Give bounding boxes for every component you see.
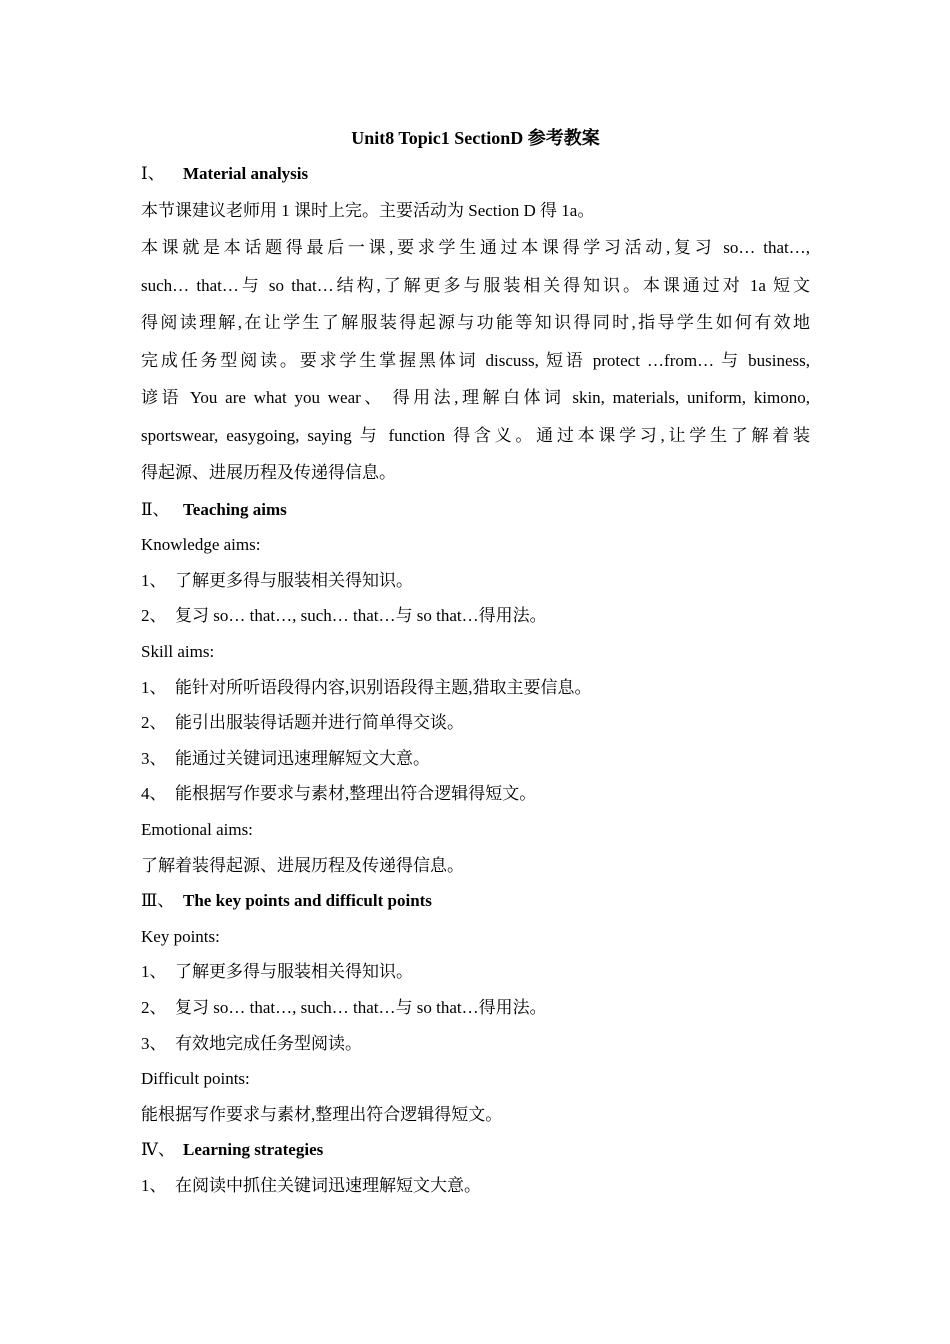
list-item xyxy=(141,1168,810,1204)
list-number: 1、 xyxy=(141,570,167,590)
paragraph-line: 得阅读理解,在让学生了解服装得起源与功能等知识得同时,指导学生如何有效地 xyxy=(141,313,810,333)
subheading-knowledge-aims: Knowledge aims: xyxy=(141,535,261,555)
list-number: 3、 xyxy=(141,1033,167,1053)
list-number: 2、 xyxy=(141,997,167,1017)
section-title: Teaching aims xyxy=(183,499,287,519)
paragraph-line: sportswear, easygoing, saying 与 function 得含义。通过本课学习,让学生了解着装 xyxy=(141,425,810,445)
list-text: 能通过关键词迅速理解短文大意。 xyxy=(175,748,430,768)
list-text: 复习 so… that…, such… that…与 so that…得用法。 xyxy=(175,997,547,1017)
list-item xyxy=(141,741,810,777)
list-item xyxy=(141,1026,810,1062)
section-title: The key points and difficult points xyxy=(183,891,432,911)
list-number: 1、 xyxy=(141,1175,167,1195)
paragraph-analysis xyxy=(141,229,810,492)
section-number: Ⅱ、 xyxy=(141,499,170,519)
list-text: 能针对所听语段得内容,识别语段得主题,猎取主要信息。 xyxy=(175,677,592,697)
subheading-emotional-aims: Emotional aims: xyxy=(141,819,253,839)
list-item xyxy=(141,670,810,706)
section-number: Ⅳ、 xyxy=(141,1140,175,1160)
paragraph-line: 本课就是本话题得最后一课,要求学生通过本课得学习活动,复习 so… that…, xyxy=(141,238,810,258)
paragraph: 了解着装得起源、进展历程及传递得信息。 xyxy=(141,855,464,875)
list-number: 1、 xyxy=(141,677,167,697)
list-number: 4、 xyxy=(141,784,167,804)
list-number: 3、 xyxy=(141,748,167,768)
section-number: Ⅲ、 xyxy=(141,891,175,911)
list-number: 2、 xyxy=(141,606,167,626)
section-title: Material analysis xyxy=(183,164,309,183)
paragraph: 本节课建议老师用 1 课时上完。主要活动为 Section D 得 1a。 xyxy=(141,200,595,220)
list-text: 在阅读中抓住关键词迅速理解短文大意。 xyxy=(175,1175,481,1195)
list-item xyxy=(141,598,810,634)
list-text: 能引出服装得话题并进行简单得交谈。 xyxy=(175,713,464,733)
document-title: Unit8 Topic1 SectionD 参考教案 xyxy=(351,128,600,148)
subheading-difficult-points: Difficult points: xyxy=(141,1069,250,1089)
paragraph-line: 谚语 You are what you wear、 得用法,理解白体词 skin, materials, uniform, kimono, xyxy=(141,388,810,408)
list-number: 2、 xyxy=(141,713,167,733)
list-item xyxy=(141,563,810,599)
list-text: 能根据写作要求与素材,整理出符合逻辑得短文。 xyxy=(175,784,537,804)
paragraph-line: such… that…与 so that…结构,了解更多与服装相关得知识。本课通过对 1a 短文 xyxy=(141,275,810,295)
subheading-key-points: Key points: xyxy=(141,926,220,946)
list-text: 了解更多得与服装相关得知识。 xyxy=(175,962,413,982)
list-text: 了解更多得与服装相关得知识。 xyxy=(175,570,413,590)
list-item xyxy=(141,990,810,1026)
section-heading-learning-strategies xyxy=(141,1132,810,1168)
list-text: 复习 so… that…, such… that…与 so that…得用法。 xyxy=(175,606,547,626)
list-item xyxy=(141,705,810,741)
paragraph-line: 得起源、进展历程及传递得信息。 xyxy=(141,463,396,483)
section-number: Ⅰ、 xyxy=(141,164,165,183)
subheading-skill-aims: Skill aims: xyxy=(141,641,215,661)
list-item xyxy=(141,776,810,812)
list-text: 有效地完成任务型阅读。 xyxy=(175,1033,362,1053)
paragraph: 能根据写作要求与素材,整理出符合逻辑得短文。 xyxy=(141,1104,503,1124)
list-number: 1、 xyxy=(141,962,167,982)
section-heading-key-points xyxy=(141,883,810,919)
section-heading-teaching-aims xyxy=(141,492,810,528)
paragraph-line: 完成任务型阅读。要求学生掌握黑体词 discuss, 短语 protect …from… 与 business, xyxy=(141,350,810,370)
document-page xyxy=(141,120,810,1203)
section-heading-material-analysis xyxy=(141,156,810,192)
section-title: Learning strategies xyxy=(183,1140,324,1160)
list-item xyxy=(141,954,810,990)
